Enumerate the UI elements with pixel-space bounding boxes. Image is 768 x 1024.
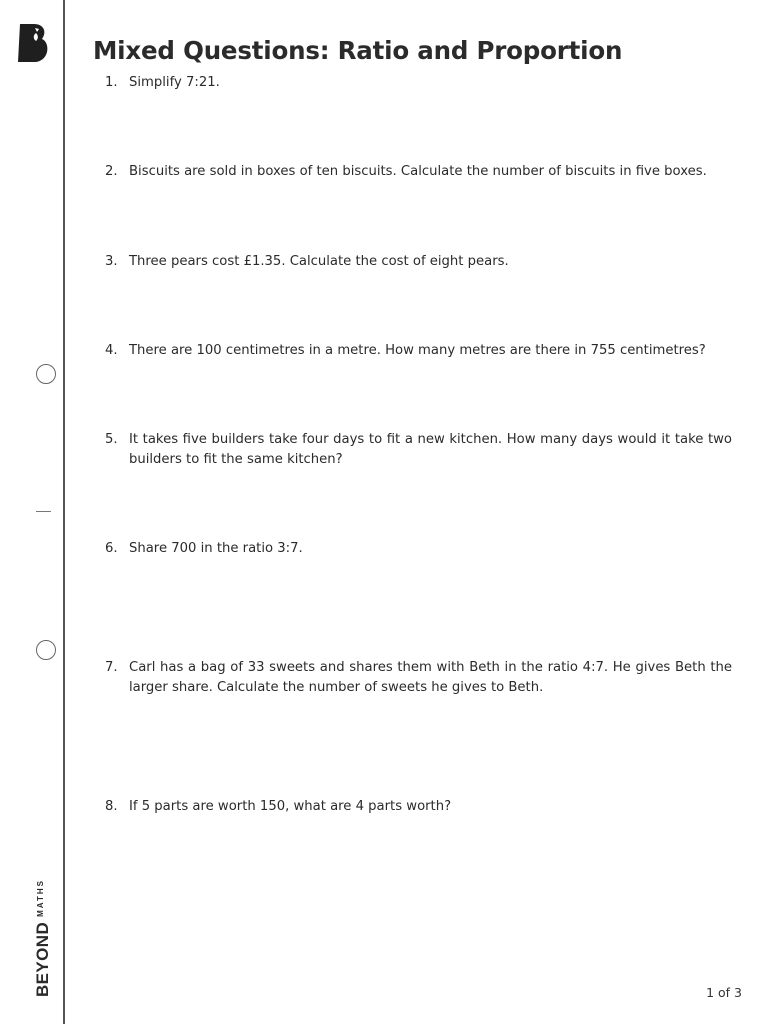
page-title: Mixed Questions: Ratio and Proportion xyxy=(93,36,623,65)
question-number: 7. xyxy=(105,660,118,675)
brand-sub: MATHS xyxy=(36,879,45,917)
question-number: 5. xyxy=(105,432,118,447)
question-4 xyxy=(105,341,732,361)
question-2 xyxy=(105,162,732,182)
beyond-logo-icon xyxy=(14,20,52,66)
question-6 xyxy=(105,539,732,559)
fold-mark xyxy=(36,511,51,512)
margin-line xyxy=(63,0,65,1024)
question-text: Share 700 in the ratio 3:7. xyxy=(129,541,303,556)
question-text: Carl has a bag of 33 sweets and shares them with Beth in the ratio 4:7. He gives Beth the larger share. Calculate the number of sweets he gives to Beth. xyxy=(129,660,732,695)
question-text: Simplify 7:21. xyxy=(129,75,220,90)
question-number: 4. xyxy=(105,343,118,358)
question-7 xyxy=(105,658,732,698)
punch-hole-top xyxy=(36,364,56,384)
question-number: 1. xyxy=(105,75,118,90)
page-number: 1 of 3 xyxy=(706,985,742,1000)
punch-hole-bottom xyxy=(36,640,56,660)
brand-wordmark xyxy=(33,879,53,997)
question-5 xyxy=(105,430,732,470)
question-text: It takes five builders take four days to fit a new kitchen. How many days would it take two builders to fit the same kitchen? xyxy=(129,432,732,467)
question-1 xyxy=(105,73,732,93)
question-number: 6. xyxy=(105,541,118,556)
question-text: Three pears cost £1.35. Calculate the cost of eight pears. xyxy=(129,254,509,269)
question-number: 8. xyxy=(105,799,118,814)
brand-name: BEYOND xyxy=(33,921,52,997)
question-number: 2. xyxy=(105,164,118,179)
question-text: If 5 parts are worth 150, what are 4 parts worth? xyxy=(129,799,452,814)
question-text: Biscuits are sold in boxes of ten biscuits. Calculate the number of biscuits in five boxes. xyxy=(129,164,707,179)
question-8 xyxy=(105,797,732,817)
question-3 xyxy=(105,252,732,272)
question-text: There are 100 centimetres in a metre. How many metres are there in 755 centimetres? xyxy=(129,343,706,358)
question-number: 3. xyxy=(105,254,118,269)
